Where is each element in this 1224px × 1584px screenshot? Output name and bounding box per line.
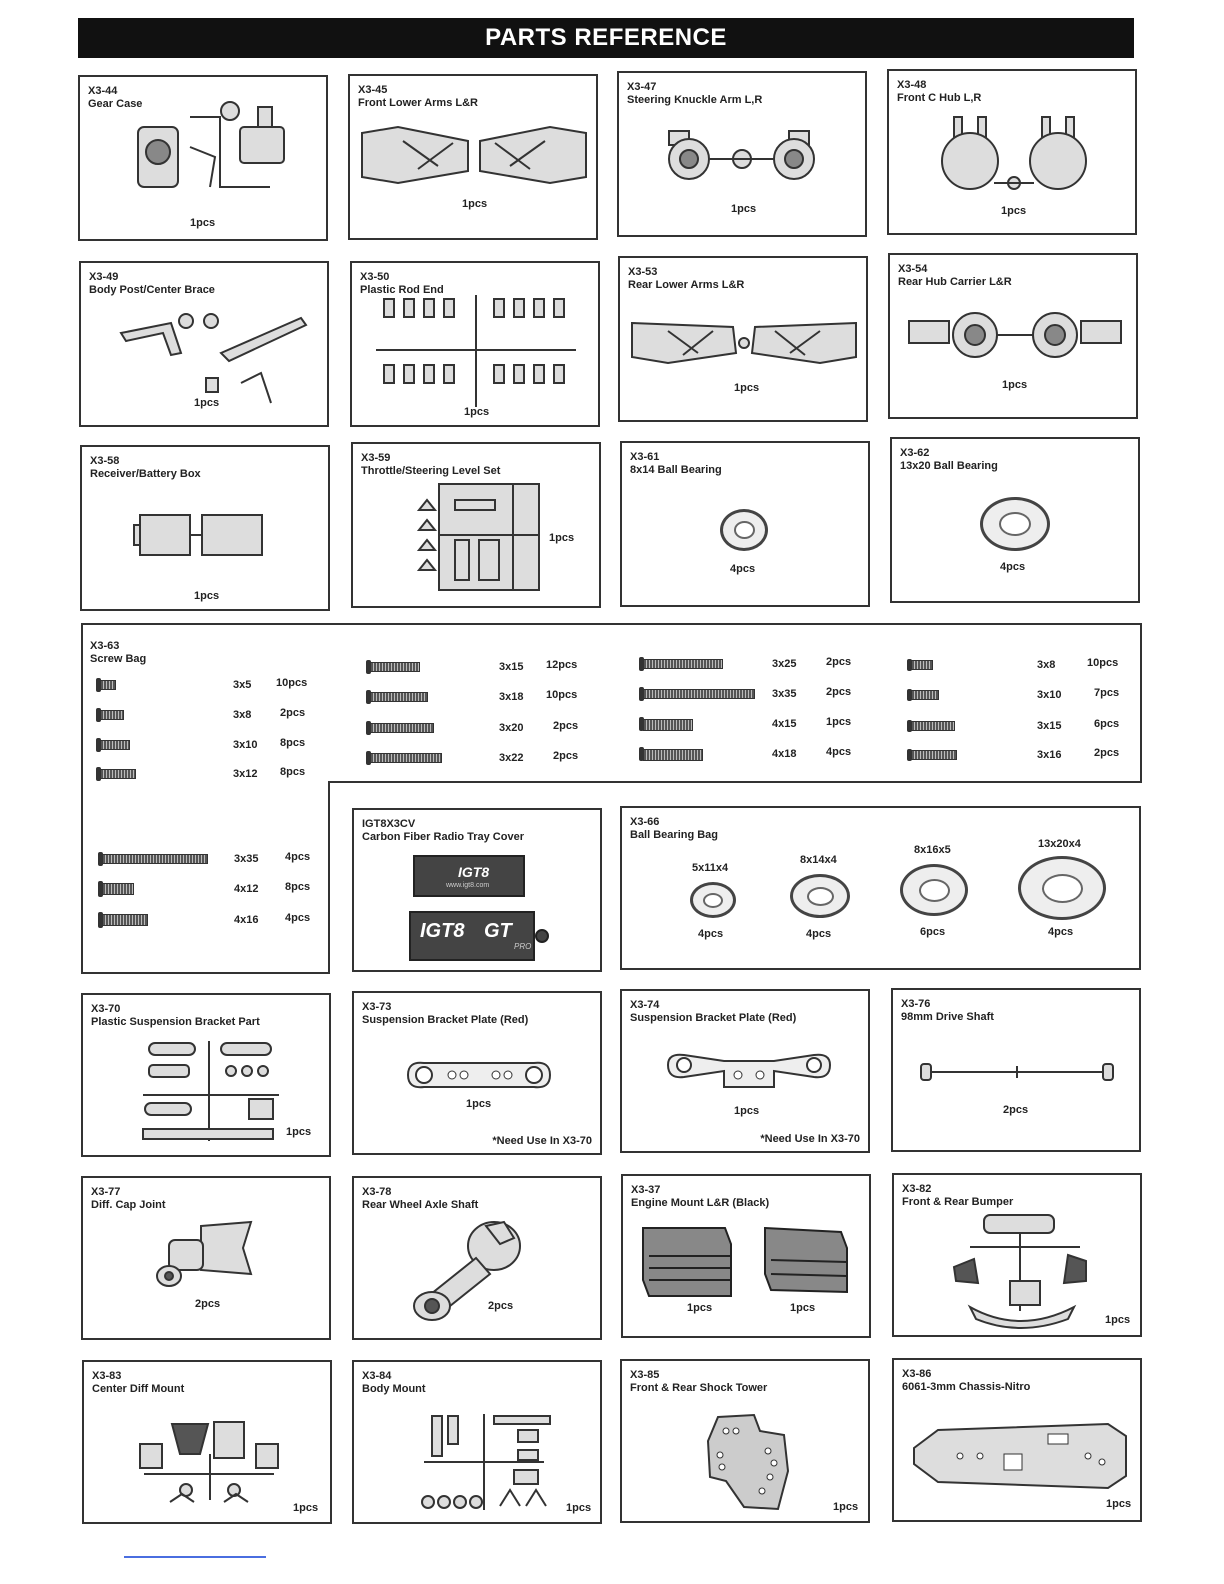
rear-hub-carrier-image — [905, 307, 1125, 367]
screw-image — [100, 680, 116, 690]
front-lower-arms-image — [358, 121, 590, 191]
screw-size: 3x8 — [1037, 659, 1056, 671]
part-code: X3-62 — [900, 447, 930, 459]
part-note: *Need Use In X3-70 — [760, 1133, 860, 1145]
part-code: X3-73 — [362, 1001, 392, 1013]
bearing-qty: 4pcs — [1048, 926, 1074, 938]
screw-qty: 7pcs — [1094, 687, 1120, 699]
part-qty: 1pcs — [1001, 205, 1027, 217]
part-name: Rear Lower Arms L&R — [628, 279, 745, 291]
part-code: X3-76 — [901, 998, 931, 1010]
steering-knuckle-image — [639, 123, 849, 193]
part-card — [892, 1173, 1142, 1337]
screw-image — [100, 740, 130, 750]
part-qty: 1pcs — [286, 1126, 312, 1138]
screw-size: 3x5 — [233, 679, 252, 691]
part-name: 8x14 Ball Bearing — [630, 464, 722, 476]
part-qty: 1pcs — [1106, 1498, 1132, 1510]
part-name: 98mm Drive Shaft — [901, 1011, 994, 1023]
screw-size: 4x16 — [234, 914, 259, 926]
part-name: Carbon Fiber Radio Tray Cover — [362, 831, 524, 843]
bearing-size: 13x20x4 — [1038, 838, 1081, 850]
bearing-image — [690, 882, 736, 918]
part-qty: 1pcs — [462, 198, 488, 210]
bearing-image — [720, 509, 768, 551]
bumper-image — [950, 1211, 1090, 1331]
screw-qty: 8pcs — [285, 881, 311, 893]
engine-mount-image — [635, 1220, 857, 1304]
pro-logo: PRO — [514, 942, 532, 951]
drive-shaft-image — [917, 1060, 1117, 1084]
part-code: X3-44 — [88, 85, 118, 97]
part-qty: 2pcs — [1003, 1104, 1029, 1116]
part-name: Body Mount — [362, 1383, 426, 1395]
part-qty: 2pcs — [195, 1298, 221, 1310]
screw-size: 3x12 — [233, 768, 258, 780]
screw-size: 3x18 — [499, 691, 524, 703]
bearing-size: 5x11x4 — [692, 862, 729, 874]
screw-size: 3x25 — [772, 658, 797, 670]
part-name: Gear Case — [88, 98, 143, 110]
part-qty: 1pcs — [734, 382, 760, 394]
part-qty: 1pcs — [833, 1501, 859, 1513]
part-name: Ball Bearing Bag — [630, 829, 719, 841]
part-card — [891, 988, 1141, 1152]
part-code: X3-58 — [90, 455, 120, 467]
part-card — [621, 1174, 871, 1338]
screw-image — [911, 660, 933, 670]
page-banner — [78, 18, 1134, 58]
screw-qty: 2pcs — [553, 720, 579, 732]
screw-size: 4x15 — [772, 718, 797, 730]
part-qty: 1pcs — [566, 1502, 592, 1514]
part-name: 13x20 Ball Bearing — [900, 460, 998, 472]
part-card — [888, 253, 1138, 419]
center-diff-mount-image — [134, 1414, 284, 1508]
part-code: X3-61 — [630, 451, 660, 463]
part-code: X3-37 — [631, 1184, 661, 1196]
part-card — [892, 1358, 1142, 1522]
part-code: X3-83 — [92, 1370, 122, 1382]
part-name: Front C Hub L,R — [897, 92, 982, 104]
screw-qty: 4pcs — [826, 746, 852, 758]
screw-qty: 8pcs — [280, 766, 306, 778]
part-name: Engine Mount L&R (Black) — [631, 1197, 770, 1209]
body-mount-image — [414, 1410, 554, 1514]
part-name: Rear Hub Carrier L&R — [898, 276, 1012, 288]
screw-qty: 10pcs — [1087, 657, 1119, 669]
part-code: X3-47 — [627, 81, 657, 93]
bearing-size: 8x14x4 — [800, 854, 837, 866]
bearing-qty: 4pcs — [806, 928, 832, 940]
part-name: Steering Knuckle Arm L,R — [627, 94, 763, 106]
bracket-plate-image — [404, 1057, 554, 1093]
part-card — [351, 442, 601, 608]
part-name: Front & Rear Bumper — [902, 1196, 1014, 1208]
screw-image — [102, 914, 148, 926]
screw-bag-name: Screw Bag — [90, 653, 147, 665]
screw-qty: 4pcs — [285, 851, 311, 863]
screw-size: 4x12 — [234, 883, 259, 895]
part-qty: 4pcs — [730, 563, 756, 575]
part-card — [620, 441, 870, 607]
part-qty: 1pcs — [190, 217, 216, 229]
page-title: PARTS REFERENCE — [485, 24, 727, 51]
bearing-image — [1018, 856, 1106, 920]
part-qty: 1pcs — [687, 1302, 713, 1314]
part-name: Receiver/Battery Box — [90, 468, 201, 480]
part-card — [348, 74, 598, 240]
gt-logo: GT — [484, 920, 512, 942]
screw-qty: 2pcs — [826, 686, 852, 698]
part-card — [352, 808, 602, 972]
part-card — [81, 1176, 331, 1340]
part-qty: 1pcs — [734, 1105, 760, 1117]
part-card — [890, 437, 1140, 603]
part-qty: 2pcs — [488, 1300, 514, 1312]
part-note: *Need Use In X3-70 — [492, 1135, 592, 1147]
screw-qty: 4pcs — [285, 912, 311, 924]
part-card — [887, 69, 1137, 235]
screw-size: 3x35 — [234, 853, 259, 865]
part-card — [352, 1360, 602, 1524]
shock-tower-image — [704, 1411, 794, 1515]
rear-lower-arms-image — [628, 313, 860, 373]
part-card — [618, 256, 868, 422]
part-card — [81, 993, 331, 1157]
screw-image — [370, 662, 420, 672]
part-name: Body Post/Center Brace — [89, 284, 215, 296]
part-qty: 1pcs — [464, 406, 490, 418]
screw-image — [643, 659, 723, 669]
part-code: X3-77 — [91, 1186, 121, 1198]
screw-size: 3x15 — [1037, 720, 1062, 732]
screw-qty: 10pcs — [546, 689, 578, 701]
part-qty: 1pcs — [194, 397, 220, 409]
front-c-hub-image — [934, 111, 1094, 201]
part-code: X3-74 — [630, 999, 660, 1011]
bearing-size: 8x16x5 — [914, 844, 951, 856]
part-code: X3-49 — [89, 271, 119, 283]
part-qty: 1pcs — [293, 1502, 319, 1514]
part-name: Suspension Bracket Plate (Red) — [362, 1014, 529, 1026]
screw-qty: 6pcs — [1094, 718, 1120, 730]
screw-size: 3x8 — [233, 709, 252, 721]
screw-image — [643, 719, 693, 731]
part-qty: 1pcs — [790, 1302, 816, 1314]
screw-image — [911, 721, 955, 731]
part-name: Throttle/Steering Level Set — [361, 465, 501, 477]
part-card — [352, 991, 602, 1155]
logo-url: www.igt8.com — [446, 882, 490, 889]
part-code: X3-54 — [898, 263, 928, 275]
part-qty: 1pcs — [1002, 379, 1028, 391]
part-card — [82, 1360, 332, 1524]
screw-size: 3x22 — [499, 752, 524, 764]
part-name: Front & Rear Shock Tower — [630, 1382, 768, 1394]
part-code: X3-86 — [902, 1368, 932, 1380]
screw-image — [100, 769, 136, 779]
part-name: 6061-3mm Chassis-Nitro — [902, 1381, 1031, 1393]
suspension-bracket-part-image — [139, 1037, 289, 1147]
part-code: X3-78 — [362, 1186, 392, 1198]
part-name: Suspension Bracket Plate (Red) — [630, 1012, 797, 1024]
receiver-box-image — [132, 505, 272, 565]
part-qty: 1pcs — [731, 203, 757, 215]
screw-qty: 2pcs — [826, 656, 852, 668]
bearing-image — [900, 864, 968, 916]
bracket-plate-image — [664, 1051, 834, 1095]
screw-qty: 2pcs — [280, 707, 306, 719]
part-card — [620, 806, 1141, 970]
part-code: X3-84 — [362, 1370, 392, 1382]
part-qty: 1pcs — [194, 590, 220, 602]
gear-case-image — [120, 97, 320, 217]
screw-size: 4x18 — [772, 748, 797, 760]
part-card — [617, 71, 867, 237]
chassis-image — [908, 1416, 1130, 1496]
part-card — [80, 445, 330, 611]
screw-image — [102, 883, 134, 895]
screw-image — [643, 689, 755, 699]
screw-image — [102, 854, 208, 864]
screw-qty: 8pcs — [280, 737, 306, 749]
screw-size: 3x16 — [1037, 749, 1062, 761]
screw-qty: 12pcs — [546, 659, 578, 671]
screw-image — [370, 723, 434, 733]
part-qty: 1pcs — [549, 532, 575, 544]
part-code: X3-85 — [630, 1369, 660, 1381]
bearing-qty: 6pcs — [920, 926, 946, 938]
part-qty: 4pcs — [1000, 561, 1026, 573]
part-code: X3-50 — [360, 271, 390, 283]
part-name: Front Lower Arms L&R — [358, 97, 478, 109]
bearing-image — [790, 874, 850, 918]
part-qty: 1pcs — [466, 1098, 492, 1110]
part-code: X3-53 — [628, 266, 658, 278]
screw-image — [911, 750, 957, 760]
throttle-steering-image — [415, 480, 545, 594]
part-code: X3-82 — [902, 1183, 932, 1195]
part-card — [620, 1359, 870, 1523]
screw-image — [370, 692, 428, 702]
part-code: X3-66 — [630, 816, 660, 828]
screw-qty: 10pcs — [276, 677, 308, 689]
screw-image — [911, 690, 939, 700]
part-code: X3-48 — [897, 79, 927, 91]
screw-size: 3x20 — [499, 722, 524, 734]
igt8-logo-small: IGT8 — [458, 864, 490, 880]
part-card — [79, 261, 329, 427]
screw-image — [370, 753, 442, 763]
part-code: X3-70 — [91, 1003, 121, 1015]
igt8-logo-large: IGT8 — [420, 920, 465, 942]
screw-qty: 1pcs — [826, 716, 852, 728]
part-name: Rear Wheel Axle Shaft — [362, 1199, 479, 1211]
part-code: IGT8X3CV — [362, 818, 416, 830]
bearing-qty: 4pcs — [698, 928, 724, 940]
screw-size: 3x10 — [233, 739, 258, 751]
screw-size: 3x15 — [499, 661, 524, 673]
screw-qty: 2pcs — [553, 750, 579, 762]
part-card — [620, 989, 870, 1153]
screw-image — [100, 710, 124, 720]
page-footer-line — [124, 1556, 266, 1558]
part-card — [350, 261, 600, 427]
part-card — [352, 1176, 602, 1340]
screw-bag-code: X3-63 — [90, 640, 120, 652]
plastic-rod-end-image — [376, 295, 576, 407]
part-name: Plastic Suspension Bracket Part — [91, 1016, 260, 1028]
bearing-image — [980, 497, 1050, 551]
diff-cap-joint-image — [151, 1218, 261, 1298]
screw-size: 3x35 — [772, 688, 797, 700]
part-qty: 1pcs — [1105, 1314, 1131, 1326]
part-name: Center Diff Mount — [92, 1383, 185, 1395]
part-code: X3-59 — [361, 452, 391, 464]
screw-qty: 2pcs — [1094, 747, 1120, 759]
part-name: Plastic Rod End — [360, 284, 444, 296]
screw-image — [643, 749, 703, 761]
part-code: X3-45 — [358, 84, 388, 96]
screw-size: 3x10 — [1037, 689, 1062, 701]
part-name: Diff. Cap Joint — [91, 1199, 166, 1211]
part-card — [78, 75, 328, 241]
